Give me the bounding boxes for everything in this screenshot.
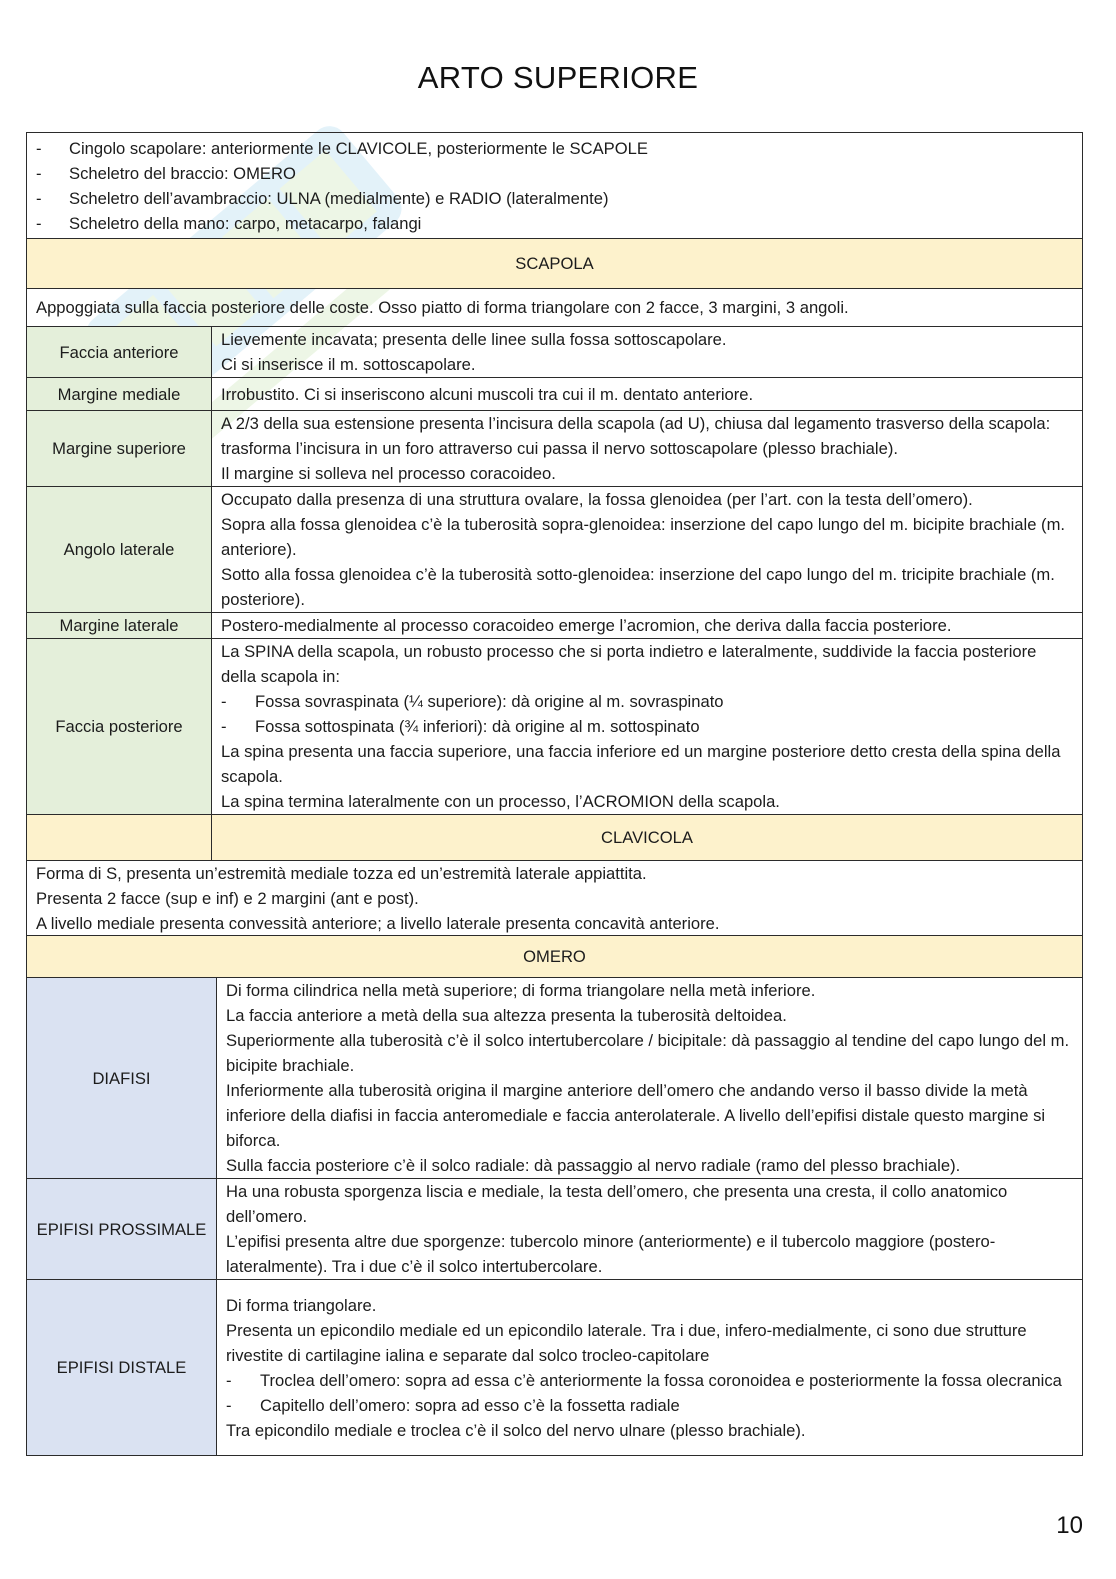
- row-content: [217, 1179, 1083, 1280]
- omero-header: OMERO: [27, 936, 1083, 978]
- text-line: Lievemente incavata; presenta delle linee sulla fossa sottoscapolare.: [221, 330, 727, 349]
- row-label: DIAFISI: [27, 978, 217, 1179]
- omero-table: [26, 935, 1083, 1456]
- text-line: Di forma triangolare.: [226, 1295, 377, 1315]
- text-line: Sulla faccia posteriore c’è il solco radiale: dà passaggio al nervo radiale (ramo del plesso brachiale).: [226, 1156, 961, 1175]
- table-row: [27, 327, 1083, 378]
- list-item: - Cingolo scapolare: anteriormente le CLAVICOLE, posteriormente le SCAPOLE: [36, 136, 1073, 161]
- text-line: Inferiormente alla tuberosità origina il margine anteriore dell’omero che andando verso il basso divide la metà inferiore della diafisi in faccia anteromediale e faccia anterolaterale. A livello dell’epifisi distale questo margine si biforca.: [226, 1081, 1046, 1150]
- text-line: Presenta 2 facce (sup e inf) e 2 margini (ant e post).: [36, 889, 419, 908]
- table-row: [27, 487, 1083, 613]
- clavicola-description-row: [27, 861, 1083, 937]
- row-label: Margine superiore: [27, 411, 212, 487]
- intro-row: [27, 133, 1083, 239]
- empty-header-cell: [27, 815, 212, 861]
- row-label: Margine laterale: [27, 613, 212, 639]
- text-line: La faccia anteriore a metà della sua altezza presenta la tuberosità deltoidea.: [226, 1006, 787, 1025]
- page-number: 10: [1056, 1512, 1083, 1539]
- scapola-clavicola-table: [26, 132, 1083, 937]
- intro-list: [27, 133, 1083, 239]
- text-line: Presenta un epicondilo mediale ed un epicondilo laterale. Tra i due, infero-medialmente, ci sono due strutture rivestite di cartilagine ialina e separate dal solco trocleo-capitolare: [226, 1320, 1027, 1365]
- list-item: - Fossa sovraspinata (¼ superiore): dà origine al m. sovraspinato: [221, 689, 1073, 714]
- scapola-header: SCAPOLA: [27, 239, 1083, 289]
- list-item: - Troclea dell’omero: sopra ad essa c’è anteriormente la fossa coronoidea e posteriormente la fossa olecranica: [226, 1368, 1073, 1393]
- row-label: Faccia anteriore: [27, 327, 212, 378]
- row-label: EPIFISI PROSSIMALE: [27, 1179, 217, 1280]
- text-line: La spina termina lateralmente con un processo, l’ACROMION della scapola.: [221, 792, 780, 811]
- row-content: [212, 327, 1083, 378]
- table-row: [27, 378, 1083, 411]
- omero-header-row: [27, 936, 1083, 978]
- row-label: Angolo laterale: [27, 487, 212, 613]
- text-line: Superiormente alla tuberosità c’è il solco intertubercolare / bicipitale: dà passaggio al tendine del capo lungo del m. bicipite brachiale.: [226, 1031, 1070, 1075]
- row-label: Faccia posteriore: [27, 639, 212, 815]
- text-line: Postero-medialmente al processo coracoideo emerge l’acromion, che deriva dalla faccia posteriore.: [221, 616, 952, 635]
- table-row: [27, 1280, 1083, 1456]
- row-label: EPIFISI DISTALE: [27, 1280, 217, 1456]
- text-line: Ha una robusta sporgenza liscia e mediale, la testa dell’omero, che presenta una cresta, il collo anatomico dell’omero.: [226, 1182, 1008, 1226]
- row-content: [212, 639, 1083, 815]
- row-content: [217, 978, 1083, 1179]
- text-line: L’epifisi presenta altre due sporgenze: tubercolo minore (anteriormente) e il tubercolo maggiore (postero-lateralmente). Tra i due c’è il solco intertubercolare.: [226, 1232, 996, 1276]
- row-content: [212, 613, 1083, 639]
- table-row: [27, 978, 1083, 1179]
- list-item: - Fossa sottospinata (¾ inferiori): dà origine al m. sottospinato: [221, 714, 1073, 739]
- text-line: Ci si inserisce il m. sottoscapolare.: [221, 355, 476, 374]
- table-row: [27, 411, 1083, 487]
- clavicola-header: CLAVICOLA: [212, 815, 1083, 861]
- row-content: [212, 378, 1083, 411]
- scapola-description-row: [27, 289, 1083, 327]
- text-line: Sotto alla fossa glenoidea c’è la tuberosità sotto-glenoidea: inserzione del capo lungo del m. tricipite brachiale (m. posteriore).: [221, 565, 1055, 609]
- row-label: Margine mediale: [27, 378, 212, 411]
- scapola-header-row: [27, 239, 1083, 289]
- list-item: - Scheletro dell’avambraccio: ULNA (medialmente) e RADIO (lateralmente): [36, 186, 1073, 211]
- text-line: Forma di S, presenta un’estremità mediale tozza ed un’estremità laterale appiattita.: [36, 864, 647, 883]
- text-line: Di forma cilindrica nella metà superiore; di forma triangolare nella metà inferiore.: [226, 981, 816, 1000]
- clavicola-header-row: [27, 815, 1083, 861]
- list-item: - Scheletro della mano: carpo, metacarpo, falangi: [36, 211, 1073, 236]
- row-content: [212, 487, 1083, 613]
- text-line: La spina presenta una faccia superiore, una faccia inferiore ed un margine posteriore detto cresta della spina della scapola.: [221, 742, 1061, 786]
- page-title: ARTO SUPERIORE: [417, 60, 699, 95]
- text-line: A 2/3 della sua estensione presenta l’incisura della scapola (ad U), chiusa dal legamento trasverso della scapola: trasforma l’incisura in un foro attraverso cui passa il nervo sottoscapolare (plesso brachiale).: [221, 414, 1051, 458]
- list-item: - Capitello dell’omero: sopra ad esso c’è la fossetta radiale: [226, 1393, 1073, 1418]
- table-row: [27, 639, 1083, 815]
- text-line: A livello mediale presenta convessità anteriore; a livello laterale presenta concavità anteriore.: [36, 914, 720, 933]
- list-item: - Scheletro del braccio: OMERO: [36, 161, 1073, 186]
- text-line: Irrobustito. Ci si inseriscono alcuni muscoli tra cui il m. dentato anteriore.: [221, 384, 754, 404]
- table-row: [27, 613, 1083, 639]
- text-line: Il margine si solleva nel processo coracoideo.: [221, 464, 556, 483]
- clavicola-description: [27, 861, 1083, 937]
- scapola-description: Appoggiata sulla faccia posteriore delle coste. Osso piatto di forma triangolare con 2 facce, 3 margini, 3 angoli.: [27, 289, 1083, 327]
- text-line: Tra epicondilo mediale e troclea c’è il solco del nervo ulnare (plesso brachiale).: [226, 1420, 806, 1440]
- row-content: [212, 411, 1083, 487]
- text-line: Occupato dalla presenza di una struttura ovalare, la fossa glenoidea (per l’art. con la testa dell’omero).: [221, 490, 973, 509]
- table-row: [27, 1179, 1083, 1280]
- row-content: [217, 1280, 1083, 1456]
- text-line: Sopra alla fossa glenoidea c’è la tuberosità sopra-glenoidea: inserzione del capo lungo del m. bicipite brachiale (m. anteriore).: [221, 515, 1066, 559]
- text-line: La SPINA della scapola, un robusto processo che si porta indietro e lateralmente, suddivide la faccia posteriore della scapola in:: [221, 642, 1037, 686]
